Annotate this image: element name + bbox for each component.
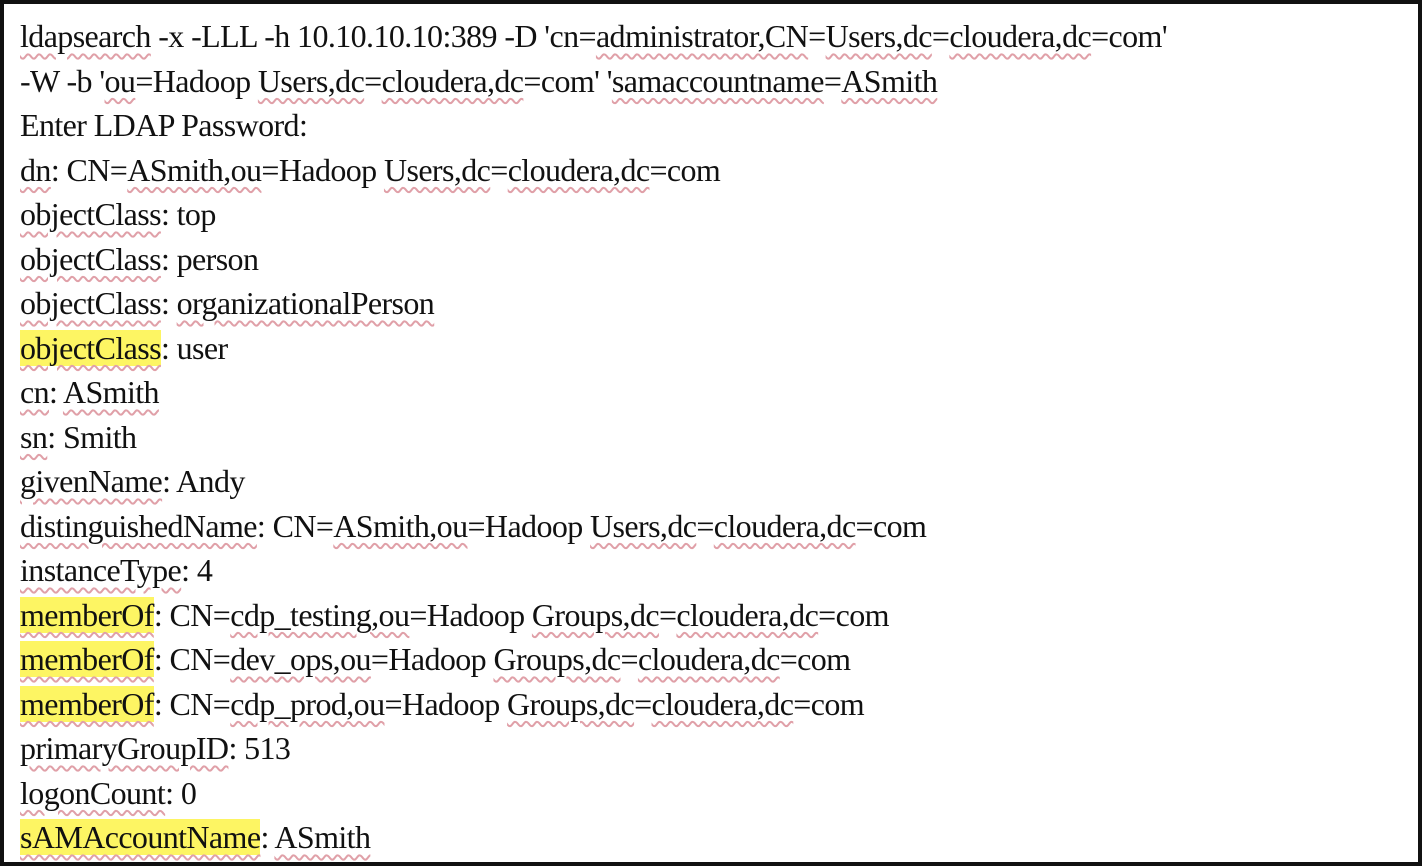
text-segment: =com' ' (523, 62, 612, 99)
spellchecked-word: dev_ops,ou (230, 641, 371, 677)
output-line (20, 682, 1415, 727)
highlighted-attribute: memberOf (20, 685, 154, 722)
spellchecked-word: Groups,dc (507, 685, 635, 722)
text-segment: = (364, 62, 382, 99)
highlighted-attribute: memberOf (20, 596, 154, 633)
spellchecked-word: Users,dc (383, 151, 491, 188)
output-line (20, 59, 1415, 104)
output-line (20, 148, 1415, 193)
text-segment: =Hadoop (467, 507, 591, 544)
text-segment: = (634, 685, 652, 722)
text-segment: : CN= (153, 641, 231, 677)
text-segment: : CN= (256, 507, 334, 544)
spellchecked-word: ASmith (841, 62, 938, 99)
spellchecked-word: logonCount (20, 774, 166, 811)
spellchecked-word: instanceType (20, 552, 182, 588)
text-segment: =com (793, 685, 865, 722)
text-segment: =Hadoop (261, 151, 384, 188)
text-segment: = (696, 507, 714, 544)
ldapsearch-output (20, 14, 1415, 860)
text-segment: : 4 (181, 552, 213, 588)
text-segment: = (931, 18, 950, 54)
spellchecked-word: objectClass (20, 196, 161, 232)
spellchecked-word: cn (20, 374, 50, 410)
text-segment: : 0 (165, 774, 197, 811)
spellchecked-word: cloudera,dc (676, 596, 819, 633)
spellchecked-word: administrator,CN (595, 18, 809, 54)
text-segment: : top (160, 196, 216, 232)
text-segment: = (658, 596, 677, 633)
text-segment: : (260, 819, 275, 855)
output-line (20, 326, 1415, 371)
highlighted-attribute: memberOf (20, 641, 154, 677)
output-line (20, 14, 1415, 59)
spellchecked-word: givenName (20, 463, 163, 499)
spellchecked-word: cloudera,dc (507, 151, 650, 188)
output-line (20, 593, 1415, 638)
text-segment: : CN= (153, 596, 231, 633)
spellchecked-word: Users,dc (257, 62, 365, 99)
output-line (20, 370, 1415, 415)
spellchecked-word: objectClass (20, 285, 161, 321)
output-line (20, 637, 1415, 682)
spellchecked-word: cdp_testing,ou (230, 596, 410, 633)
text-segment: = (620, 641, 638, 677)
text-segment: : CN= (50, 151, 128, 188)
text-segment: : (49, 374, 63, 410)
text-segment: : person (160, 240, 259, 277)
output-line (20, 103, 1415, 148)
text-segment: =com (818, 596, 889, 633)
output-line (20, 504, 1415, 549)
spellchecked-word: organizationalPerson (176, 285, 435, 321)
spellchecked-word: Users,dc (825, 18, 932, 54)
text-segment: : (160, 285, 177, 321)
spellchecked-word: cloudera,dc (381, 62, 524, 99)
text-segment: = (808, 18, 826, 54)
text-segment: : CN= (153, 685, 231, 722)
spellchecked-word: sn (20, 418, 48, 455)
spellchecked-word: ASmith,ou (333, 507, 468, 544)
output-line (20, 726, 1415, 771)
spellchecked-word: ASmith (62, 374, 159, 410)
spellchecked-word: Groups,dc (531, 596, 659, 633)
spellchecked-word: Users,dc (590, 507, 697, 544)
text-segment: =com (779, 641, 851, 677)
spellchecked-word: Groups,dc (493, 641, 621, 677)
text-segment: =com (855, 507, 927, 544)
output-line (20, 415, 1415, 460)
spellchecked-word: dn (20, 151, 51, 188)
spellchecked-word: cloudera,dc (651, 685, 794, 722)
spellchecked-word: ASmith,ou (127, 151, 262, 188)
text-segment: = (823, 62, 842, 99)
spellchecked-word: objectClass (20, 240, 161, 277)
text-segment: : user (160, 329, 228, 366)
highlighted-attribute: sAMAccountName (20, 819, 261, 855)
text-segment: =Hadoop (135, 62, 258, 99)
spellchecked-word: samaccountname (611, 62, 824, 99)
spellchecked-word: ou (104, 62, 136, 99)
spellchecked-word: cloudera,dc (637, 641, 780, 677)
output-line (20, 237, 1415, 282)
spellchecked-word: cloudera,dc (713, 507, 856, 544)
spellchecked-word: ldapsearch (20, 18, 151, 54)
spellchecked-word: distinguishedName (20, 507, 257, 544)
text-segment: -W -b ' (20, 62, 105, 99)
output-line (20, 281, 1415, 326)
text-segment: : 513 (228, 730, 291, 766)
text-segment: -x -LLL -h 10.10.10.10:389 -D 'cn= (150, 18, 596, 54)
text-segment: =Hadoop (370, 641, 494, 677)
highlighted-attribute: objectClass (20, 329, 161, 366)
spellchecked-word: cdp_prod,ou (230, 685, 385, 722)
output-line (20, 459, 1415, 504)
text-segment: =Hadoop (384, 685, 508, 722)
text-segment: =com' (1091, 18, 1168, 54)
spellchecked-word: cloudera,dc (949, 18, 1092, 54)
text-segment: = (490, 151, 508, 188)
text-segment: Enter LDAP Password: (20, 107, 308, 143)
spellchecked-word: primaryGroupID (20, 730, 229, 766)
output-line (20, 771, 1415, 816)
output-line (20, 815, 1415, 860)
text-segment: : Smith (47, 418, 137, 455)
text-segment: : Andy (162, 463, 245, 499)
output-line (20, 548, 1415, 593)
spellchecked-word: ASmith (274, 819, 371, 855)
text-segment: =Hadoop (409, 596, 532, 633)
output-line (20, 192, 1415, 237)
text-segment: =com (649, 151, 721, 188)
